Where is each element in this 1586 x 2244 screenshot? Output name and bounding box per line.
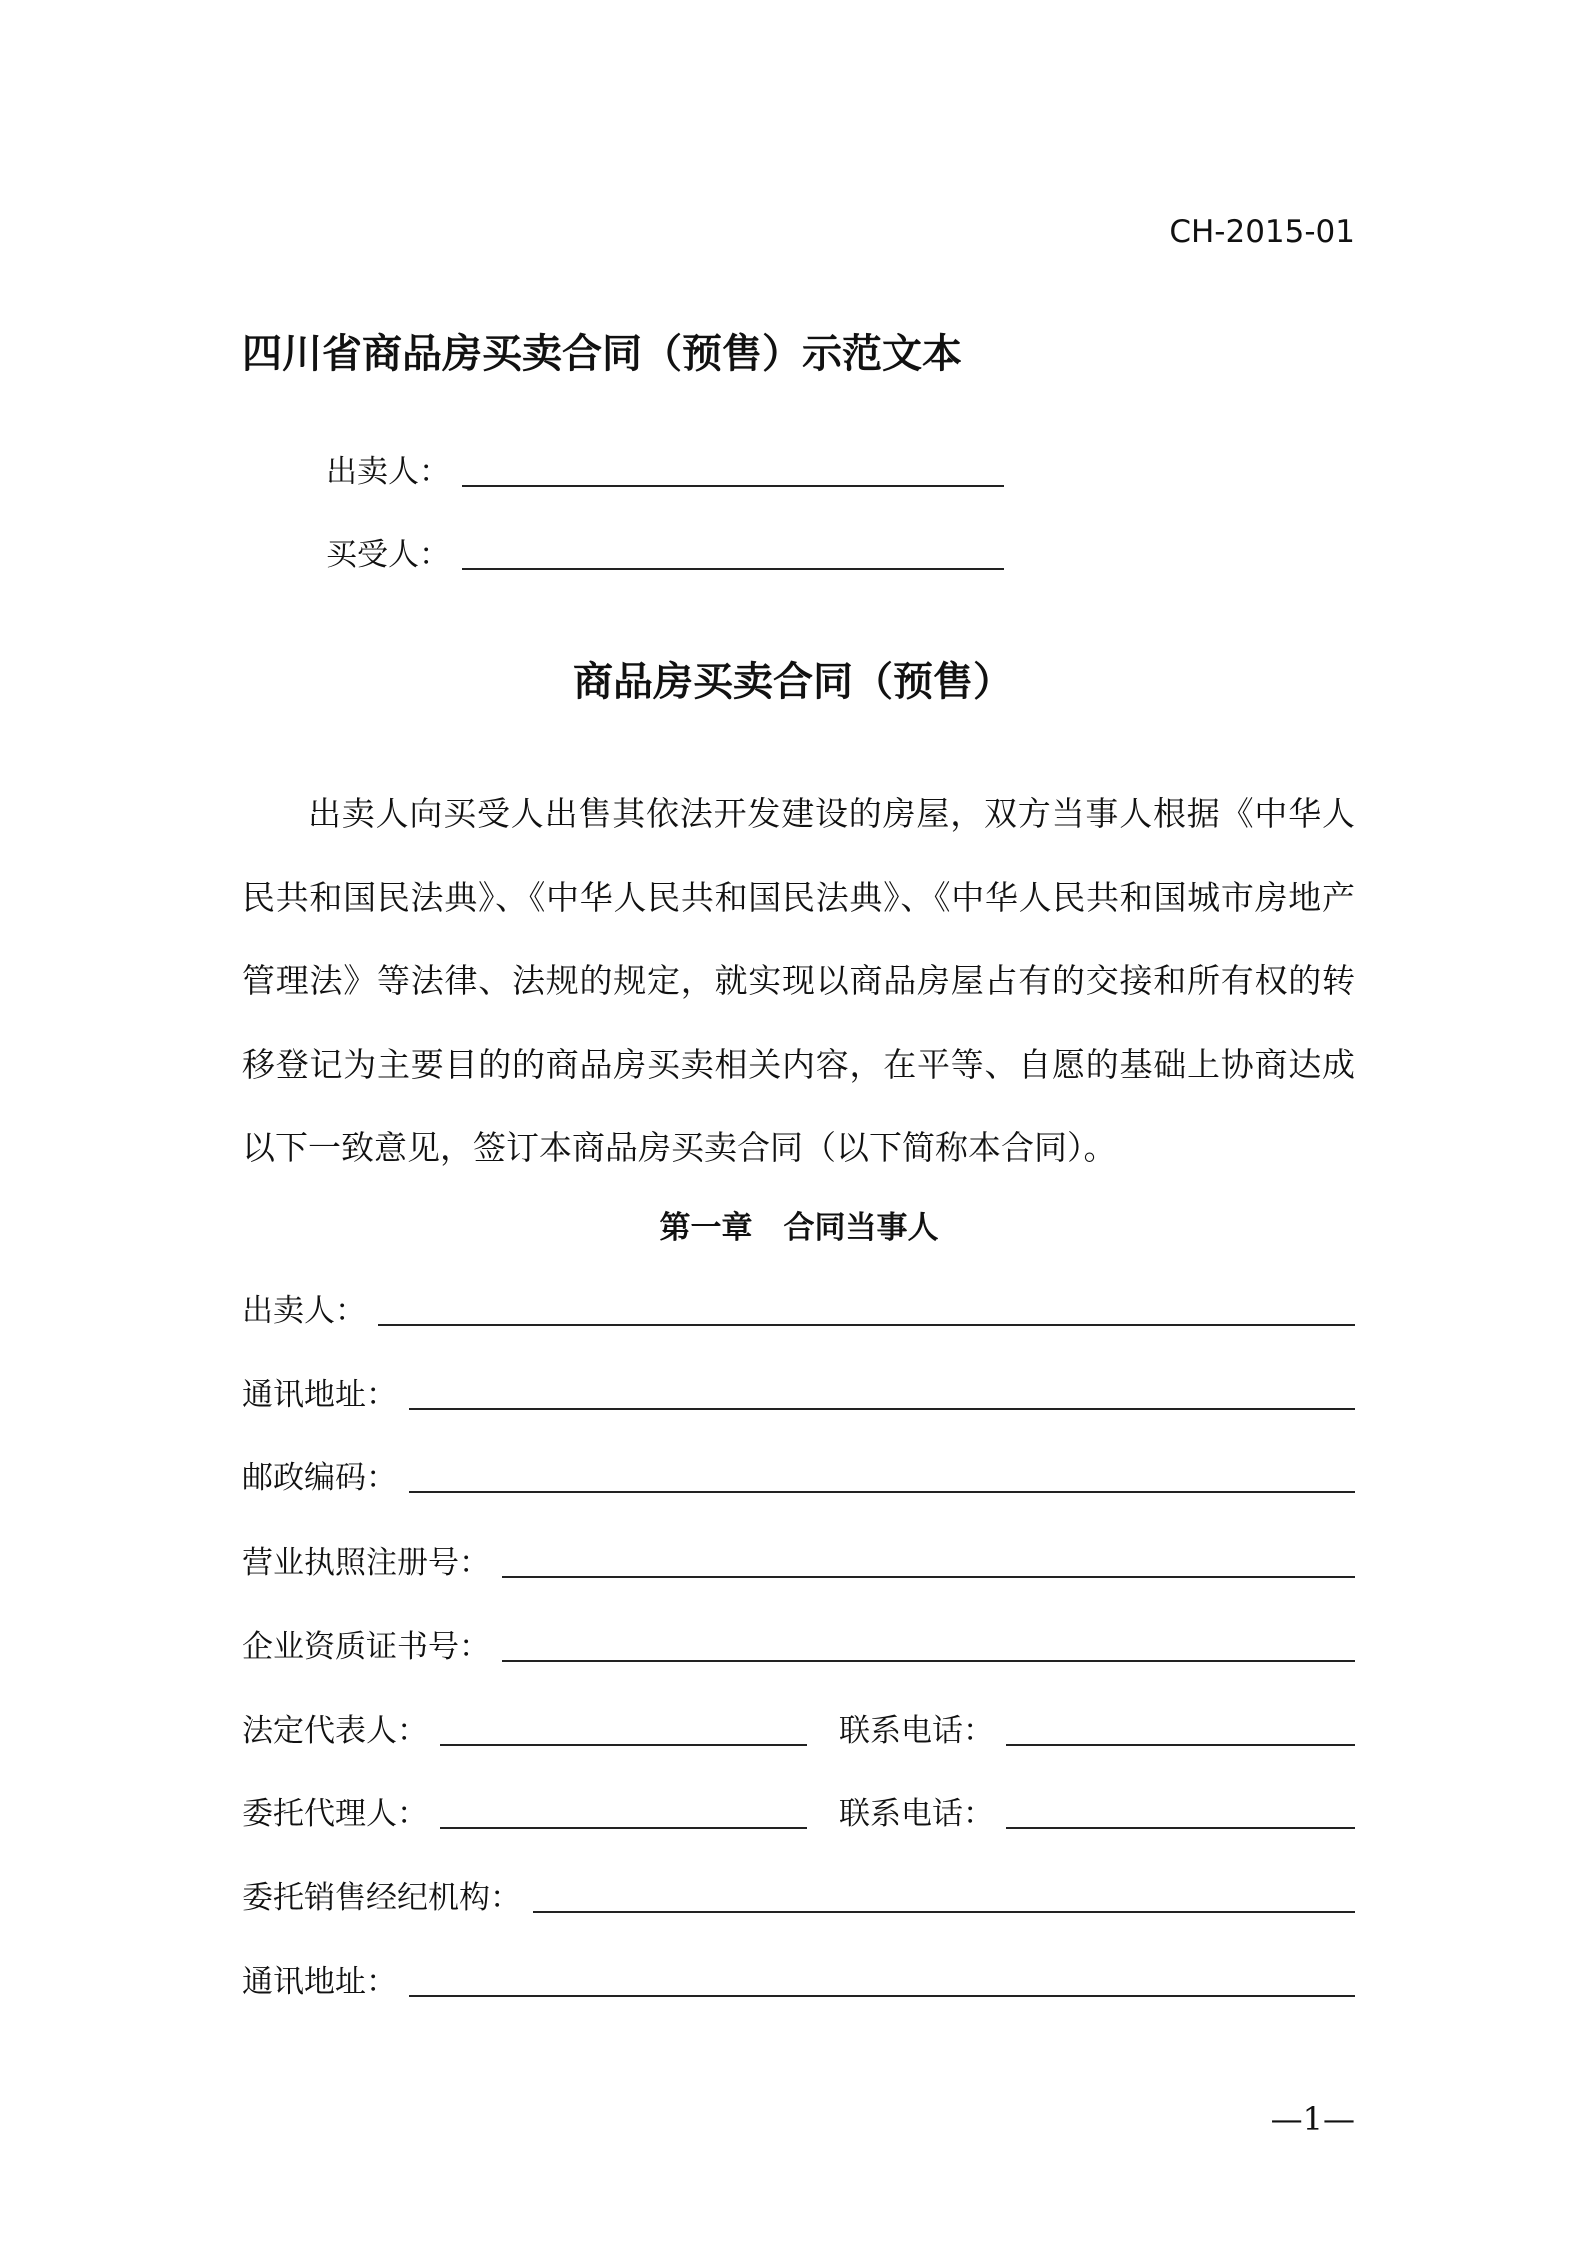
field-label: 委托代理人： [242, 1796, 428, 1832]
legal-rep-row [242, 1705, 1355, 1750]
field-label: 出卖人： [242, 1293, 366, 1329]
sales-agency-field [242, 1872, 1355, 1917]
field-label: 通讯地址： [242, 1377, 397, 1413]
blank-line[interactable] [462, 484, 1004, 487]
blank-line[interactable] [440, 1743, 807, 1746]
address2-field [242, 1956, 1355, 2001]
cover-buyer-field [326, 529, 1004, 574]
document-title: 四川省商品房买卖合同（预售）示范文本 [242, 331, 962, 377]
field-label: 法定代表人： [242, 1713, 428, 1749]
field-label: 通讯地址： [242, 1964, 397, 2000]
contract-subtitle: 商品房买卖合同（预售） [573, 659, 1013, 705]
seller-field [242, 1285, 1355, 1330]
cover-seller-field [326, 446, 1004, 491]
field-label: 买受人： [326, 537, 450, 573]
blank-line[interactable] [1006, 1743, 1355, 1746]
blank-line[interactable] [409, 1994, 1355, 1997]
preamble-paragraph: 出卖人向买受人出售其依法开发建设的房屋，双方当事人根据《中华人民共和国民法典》、《中华人民共和国民法典》、《中华人民共和国城市房地产管理法》等法律、法规的规定，就实现以商品房屋占有的交接和所有权的转移登记为主要目的的商品房买卖相关内容，在平等、自愿的基础上协商达成以下一致意见，签订本商品房买卖合同（以下简称本合同）。 [242, 794, 1355, 1168]
address-field [242, 1369, 1355, 1414]
chapter-heading: 第一章 合同当事人 [659, 1210, 939, 1246]
field-label: 营业执照注册号： [242, 1545, 490, 1581]
blank-line[interactable] [378, 1323, 1355, 1326]
field-label: 委托销售经纪机构： [242, 1880, 521, 1916]
license-field [242, 1537, 1355, 1582]
field-label: 出卖人： [326, 454, 450, 490]
blank-line[interactable] [440, 1826, 807, 1829]
blank-line[interactable] [502, 1659, 1355, 1662]
field-label: 联系电话： [839, 1713, 994, 1749]
field-label: 企业资质证书号： [242, 1629, 490, 1665]
qualification-field [242, 1621, 1355, 1666]
blank-line[interactable] [533, 1910, 1355, 1913]
document-code: CH-2015-01 [1169, 214, 1355, 250]
blank-line[interactable] [502, 1575, 1355, 1578]
blank-line[interactable] [462, 567, 1004, 570]
field-label: 邮政编码： [242, 1460, 397, 1496]
blank-line[interactable] [1006, 1826, 1355, 1829]
field-label: 联系电话： [839, 1796, 994, 1832]
blank-line[interactable] [409, 1490, 1355, 1493]
blank-line[interactable] [409, 1407, 1355, 1410]
page-number: —1— [1270, 2100, 1355, 2138]
postcode-field [242, 1452, 1355, 1497]
agent-row [242, 1788, 1355, 1833]
